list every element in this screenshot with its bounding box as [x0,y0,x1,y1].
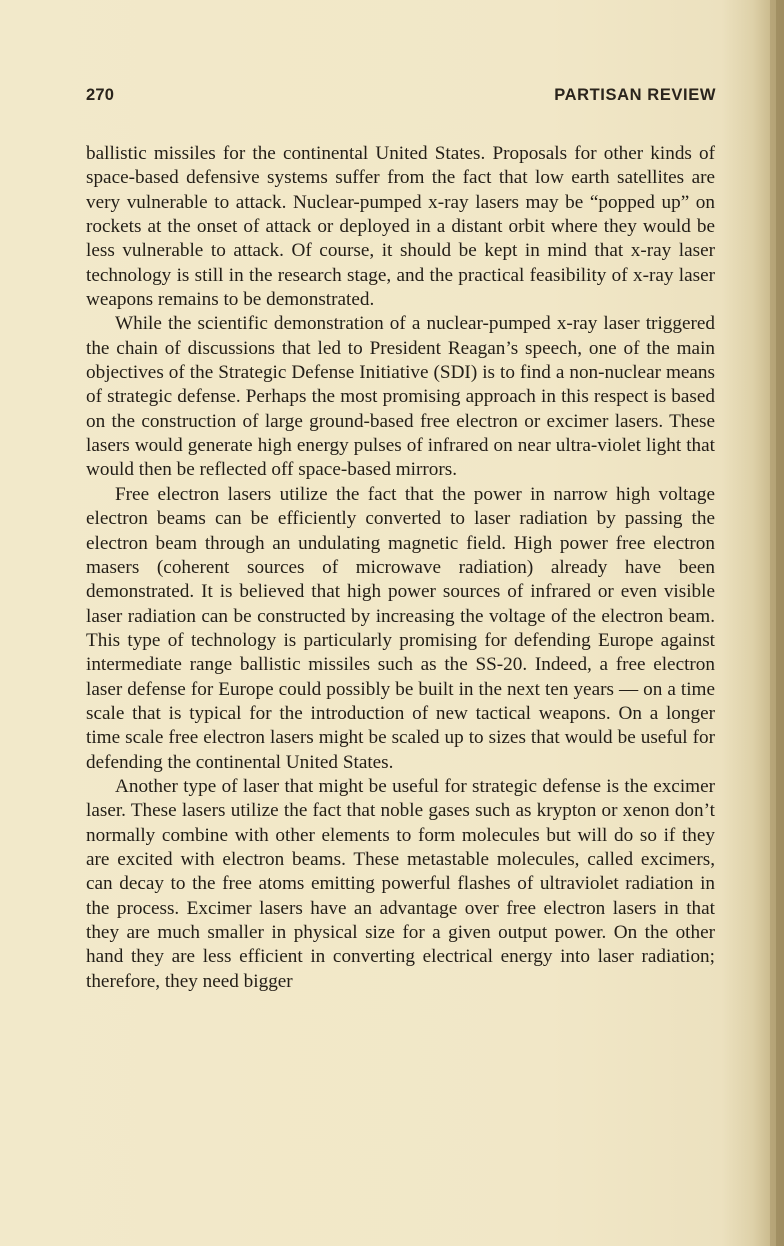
running-head [86,86,716,108]
journal-title: PARTISAN REVIEW [554,86,716,104]
paragraph-excimer-lasers: Another type of laser that might be useful for strategic defense is the excimer laser. These lasers utilize the fact that noble gases such as krypton or xenon don’t normally combine with other elements to form molecules but will do so if they are excited with electron beams. These metastable molecules, called excimers, can decay to the free atoms emitting powerful flashes of ultraviolet radiation in the process. Excimer lasers have an advantage over free electron lasers in that they are much smaller in physical size for a given output power. On the other hand they are less efficient in converting electrical energy into laser radiation; therefore, they need bigger [86,775,715,992]
paragraph-sdi-objectives: While the scientific demonstration of a nuclear-pumped x-ray laser triggered the chain of discussions that led to President Reagan’s speech, one of the main objectives of the Strategic Defense Initiative (SDI) is to find a non-nuclear means of strategic defense. Perhaps the most promising approach in this respect is based on the construction of large ground-based free electron or excimer lasers. These lasers would generate high energy pulses of infrared on near ultra-violet light that would then be reflected off space-based mirrors. [86,313,715,481]
page-number: 270 [86,86,115,104]
paragraph-continued: ballistic missiles for the continental United States. Proposals for other kinds of space-based defensive systems suffer from the fact that low earth satellites are very vulnerable to attack. Nuclear-pumped x-ray lasers may be “popped up” on rockets at the onset of attack or deployed in a distant orbit where they would be less vulnerable to attack. Of course, it should be kept in mind that x-ray laser technology is still in the research stage, and the practical feasibility of x-ray laser weapons remains to be demonstrated. [86,143,715,311]
article-body [86,142,715,994]
paragraph-free-electron-lasers: Free electron lasers utilize the fact that the power in narrow high voltage electron beams can be efficiently converted to laser radiation by passing the electron beam through an undulating magnetic field. High power free electron masers (coherent sources of microwave radiation) already have been demonstrated. It is believed that high power sources of infrared or even visible laser radiation can be constructed by increasing the voltage of the electron beam. This type of technology is particularly promising for defending Europe against intermediate range ballistic missiles such as the SS-20. Indeed, a free electron laser defense for Europe could possibly be built in the next ten years — on a time scale that is typical for the introduction of new tactical weapons. On a longer time scale free electron lasers might be scaled up to sizes that would be useful for defending the continental United States. [86,483,715,773]
